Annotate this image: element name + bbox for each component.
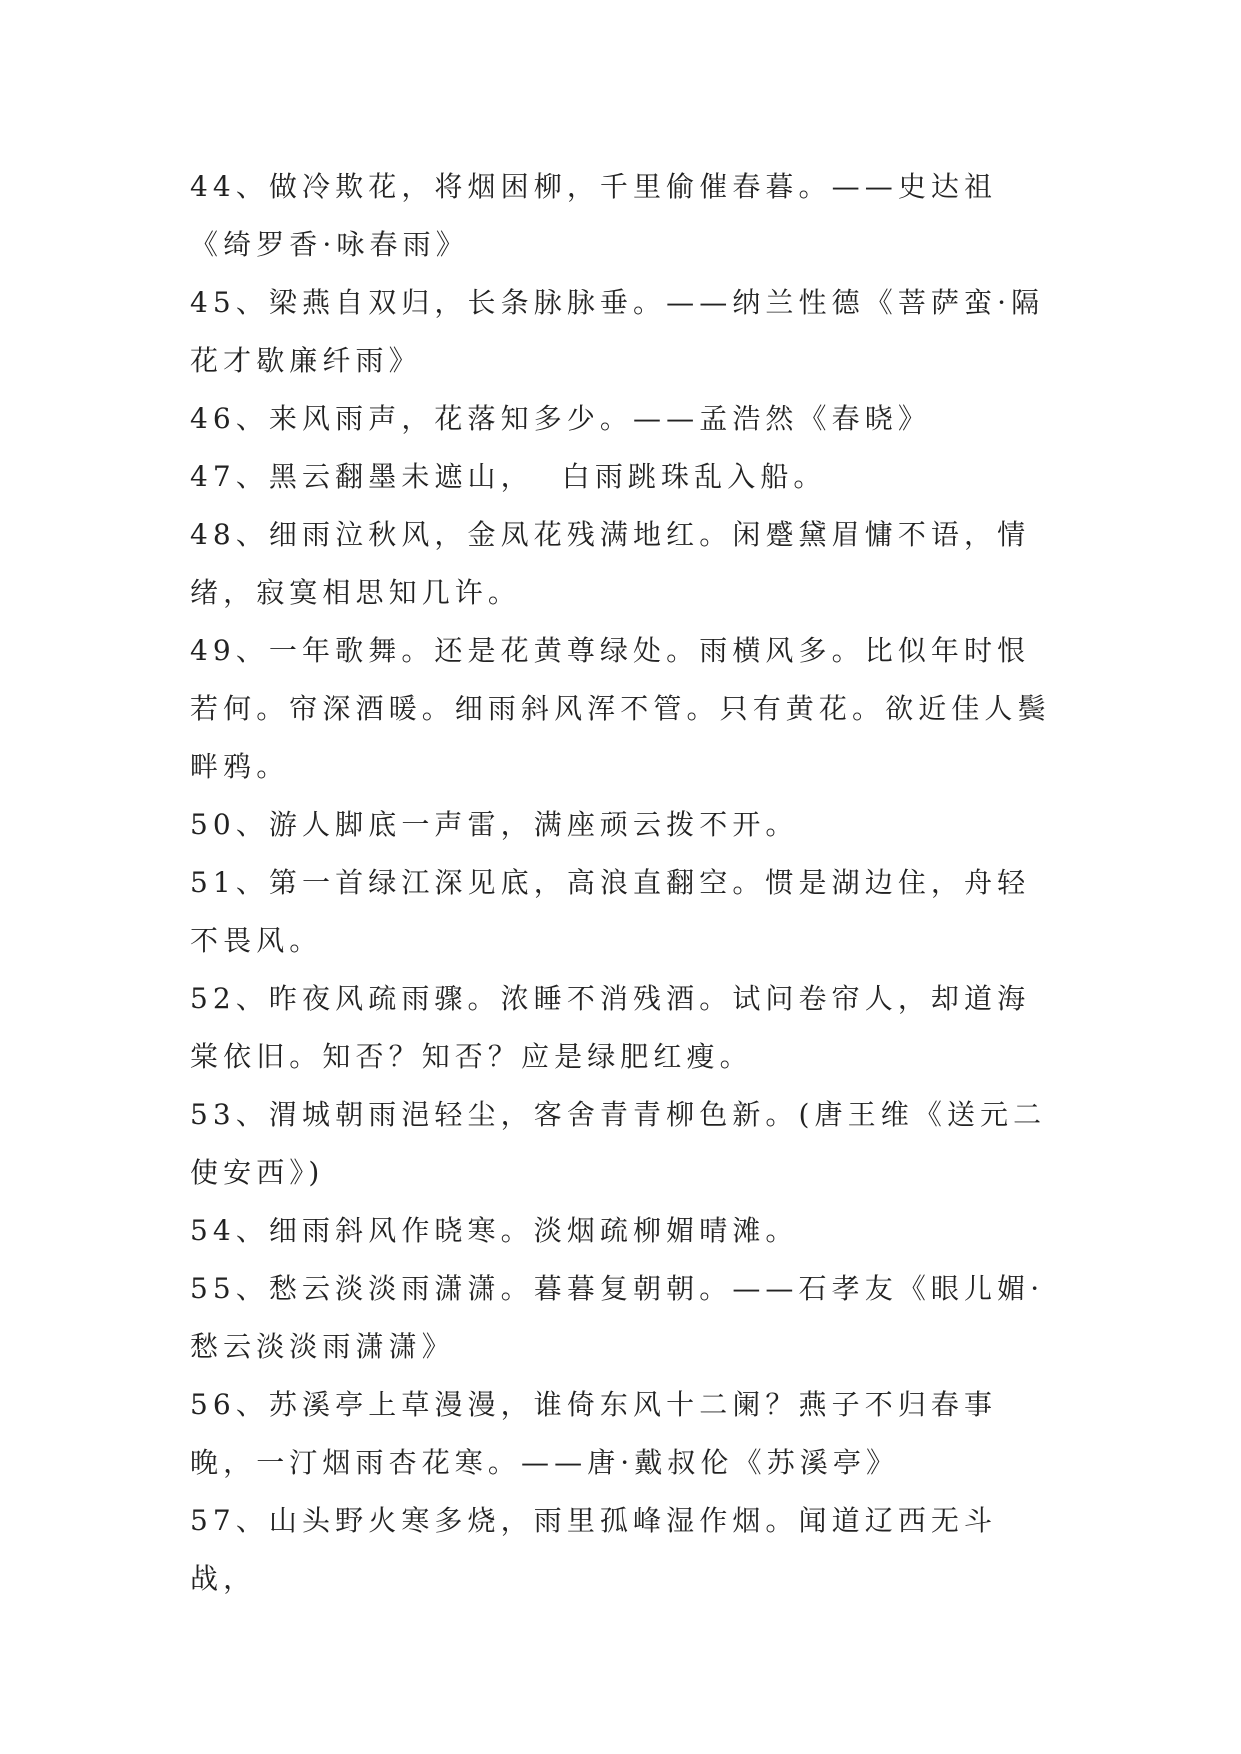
poem-entry-54: 54、细雨斜风作晓寒。淡烟疏柳媚晴滩。 (190, 1214, 799, 1247)
poem-entry-52: 52、昨夜风疏雨骤。浓睡不消残酒。试问卷帘人，却道海棠依旧。知否？知否？应是绿肥红瘦。 (190, 982, 1031, 1073)
poem-entry-53: 53、渭城朝雨浥轻尘，客舍青青柳色新。(唐王维《送元二使安西》) (190, 1098, 1047, 1189)
poem-entry-46: 46、来风雨声，花落知多少。——孟浩然《春晓》 (190, 402, 931, 435)
poem-entry-45: 45、梁燕自双归，长条脉脉垂。——纳兰性德《菩萨蛮·隔花才歇廉纤雨》 (190, 286, 1045, 377)
poem-entry-51: 51、第一首绿江深见底，高浪直翻空。惯是湖边住，舟轻不畏风。 (190, 866, 1031, 957)
poem-entry-44: 44、做冷欺花，将烟困柳，千里偷催春暮。——史达祖《绮罗香·咏春雨》 (190, 170, 998, 261)
poem-list (190, 158, 1052, 1608)
poem-entry-57: 57、山头野火寒多烧，雨里孤峰湿作烟。闻道辽西无斗战， (190, 1504, 998, 1595)
poem-entry-48: 48、细雨泣秋风，金凤花残满地红。闲蹙黛眉慵不语，情绪，寂寞相思知几许。 (190, 518, 1031, 609)
poem-entry-50: 50、游人脚底一声雷，满座顽云拨不开。 (190, 808, 799, 841)
poem-entry-49: 49、一年歌舞。还是花黄尊绿处。雨横风多。比似年时恨若何。帘深酒暖。细雨斜风浑不管。只有黄花。欲近佳人鬓畔鸦。 (190, 634, 1051, 783)
poem-entry-47: 47、黑云翻墨未遮山， 白雨跳珠乱入船。 (190, 460, 827, 493)
poem-entry-55: 55、愁云淡淡雨潇潇。暮暮复朝朝。——石孝友《眼儿媚·愁云淡淡雨潇潇》 (190, 1272, 1045, 1363)
poem-entry-56: 56、苏溪亭上草漫漫，谁倚东风十二阑？燕子不归春事晚，一汀烟雨杏花寒。——唐·戴叔伦《苏溪亭》 (190, 1388, 998, 1479)
